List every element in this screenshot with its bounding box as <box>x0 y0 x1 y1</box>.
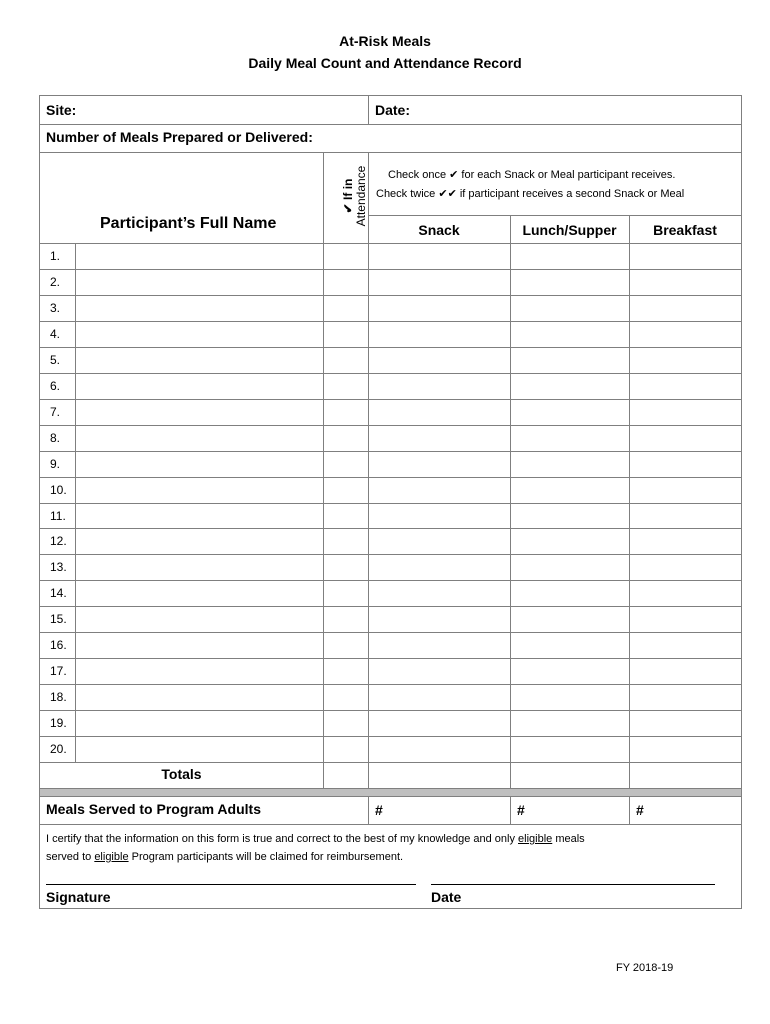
attendance-checkbox[interactable] <box>324 711 367 735</box>
lunch-supper-checkbox[interactable] <box>511 685 628 709</box>
row-number: 18. <box>50 690 67 705</box>
snack-checkbox[interactable] <box>369 581 509 605</box>
participant-name-field[interactable] <box>76 426 322 450</box>
lunch-supper-checkbox[interactable] <box>511 400 628 424</box>
attendance-checkbox[interactable] <box>324 296 367 320</box>
form-title: At-Risk Meals <box>339 33 431 49</box>
row-number: 17. <box>50 664 67 679</box>
breakfast-checkbox[interactable] <box>630 244 740 268</box>
breakfast-checkbox[interactable] <box>630 426 740 450</box>
snack-checkbox[interactable] <box>369 374 509 398</box>
column-breakfast: Breakfast <box>653 222 717 238</box>
meal-count-form <box>39 95 742 909</box>
row-number: 12. <box>50 534 67 549</box>
column-snack: Snack <box>418 222 460 238</box>
breakfast-checkbox[interactable] <box>630 737 740 761</box>
breakfast-checkbox[interactable] <box>630 270 740 294</box>
lunch-supper-checkbox[interactable] <box>511 581 628 605</box>
row-number: 3. <box>50 300 61 315</box>
lunch-supper-checkbox[interactable] <box>511 737 628 761</box>
breakfast-checkbox[interactable] <box>630 452 740 476</box>
meals-prepared-label: Number of Meals Prepared or Delivered: <box>46 129 313 145</box>
row-number: 20. <box>50 742 67 757</box>
attendance-header: ✔ If in Attendance <box>341 165 368 227</box>
snack-checkbox[interactable] <box>369 529 509 553</box>
lunch-supper-checkbox[interactable] <box>511 374 628 398</box>
snack-checkbox[interactable] <box>369 555 509 579</box>
participant-name-field[interactable] <box>76 555 322 579</box>
adults-lunch-hash: # <box>517 802 525 818</box>
snack-checkbox[interactable] <box>369 737 509 761</box>
shaded-separator <box>40 789 741 796</box>
breakfast-checkbox[interactable] <box>630 529 740 553</box>
snack-checkbox[interactable] <box>369 400 509 424</box>
form-subtitle: Daily Meal Count and Attendance Record <box>248 55 522 71</box>
row-number: 5. <box>50 352 61 367</box>
snack-checkbox[interactable] <box>369 322 509 346</box>
lunch-supper-checkbox[interactable] <box>511 348 628 372</box>
date-field[interactable] <box>420 97 738 123</box>
column-lunch-supper: Lunch/Supper <box>522 222 617 238</box>
lunch-supper-checkbox[interactable] <box>511 504 628 528</box>
totals-breakfast-field[interactable] <box>630 763 740 788</box>
lunch-supper-checkbox[interactable] <box>511 555 628 579</box>
attendance-checkbox[interactable] <box>324 737 367 761</box>
breakfast-checkbox[interactable] <box>630 659 740 683</box>
participant-name-field[interactable] <box>76 296 322 320</box>
attendance-checkbox[interactable] <box>324 322 367 346</box>
participant-name-field[interactable] <box>76 685 322 709</box>
row-number: 8. <box>50 430 61 445</box>
snack-checkbox[interactable] <box>369 296 509 320</box>
snack-checkbox[interactable] <box>369 452 509 476</box>
participant-name-field[interactable] <box>76 529 322 553</box>
snack-checkbox[interactable] <box>369 685 509 709</box>
participant-name-field[interactable] <box>76 452 322 476</box>
row-number: 2. <box>50 274 61 289</box>
meals-prepared-field[interactable] <box>350 125 738 151</box>
totals-snack-field[interactable] <box>369 763 509 788</box>
participant-name-field[interactable] <box>76 322 322 346</box>
breakfast-checkbox[interactable] <box>630 685 740 709</box>
participant-name-field[interactable] <box>76 270 322 294</box>
lunch-supper-checkbox[interactable] <box>511 296 628 320</box>
attendance-checkbox[interactable] <box>324 400 367 424</box>
breakfast-checkbox[interactable] <box>630 478 740 502</box>
snack-checkbox[interactable] <box>369 659 509 683</box>
attendance-checkbox[interactable] <box>324 659 367 683</box>
participant-name-field[interactable] <box>76 374 322 398</box>
totals-label: Totals <box>161 766 202 782</box>
attendance-checkbox[interactable] <box>324 607 367 631</box>
snack-checkbox[interactable] <box>369 607 509 631</box>
breakfast-checkbox[interactable] <box>630 607 740 631</box>
participant-name-field[interactable] <box>76 504 322 528</box>
snack-checkbox[interactable] <box>369 504 509 528</box>
site-label: Site: <box>46 102 77 118</box>
snack-checkbox[interactable] <box>369 348 509 372</box>
attendance-checkbox[interactable] <box>324 452 367 476</box>
attendance-checkbox[interactable] <box>324 555 367 579</box>
participant-name-field[interactable] <box>76 400 322 424</box>
lunch-supper-checkbox[interactable] <box>511 270 628 294</box>
breakfast-checkbox[interactable] <box>630 504 740 528</box>
row-number: 19. <box>50 716 67 731</box>
row-number: 10. <box>50 482 67 497</box>
breakfast-checkbox[interactable] <box>630 581 740 605</box>
lunch-supper-checkbox[interactable] <box>511 607 628 631</box>
attendance-checkbox[interactable] <box>324 685 367 709</box>
adults-breakfast-hash: # <box>636 802 644 818</box>
lunch-supper-checkbox[interactable] <box>511 711 628 735</box>
signature-date-label: Date <box>431 889 462 905</box>
attendance-checkbox[interactable] <box>324 529 367 553</box>
totals-lunch-field[interactable] <box>511 763 628 788</box>
row-number: 16. <box>50 638 67 653</box>
snack-checkbox[interactable] <box>369 711 509 735</box>
snack-checkbox[interactable] <box>369 270 509 294</box>
attendance-checkbox[interactable] <box>324 348 367 372</box>
participant-name-field[interactable] <box>76 244 322 268</box>
breakfast-checkbox[interactable] <box>630 400 740 424</box>
participant-name-field[interactable] <box>76 633 322 657</box>
lunch-supper-checkbox[interactable] <box>511 659 628 683</box>
participant-name-field[interactable] <box>76 711 322 735</box>
lunch-supper-checkbox[interactable] <box>511 452 628 476</box>
row-number: 14. <box>50 586 67 601</box>
attendance-checkbox[interactable] <box>324 270 367 294</box>
participant-name-header: Participant’s Full Name <box>100 215 277 232</box>
adults-snack-hash: # <box>375 802 383 818</box>
site-field[interactable] <box>90 97 366 123</box>
participant-name-field[interactable] <box>76 348 322 372</box>
participant-name-field[interactable] <box>76 478 322 502</box>
instruction-line-2: Check twice ✔✔ if participant receives a second Snack or Meal <box>376 188 685 200</box>
snack-checkbox[interactable] <box>369 478 509 502</box>
signature-label: Signature <box>46 889 111 905</box>
breakfast-checkbox[interactable] <box>630 711 740 735</box>
participant-name-field[interactable] <box>76 737 322 761</box>
adults-label: Meals Served to Program Adults <box>46 801 261 817</box>
row-number: 9. <box>50 456 61 471</box>
lunch-supper-checkbox[interactable] <box>511 426 628 450</box>
participant-name-field[interactable] <box>76 581 322 605</box>
snack-checkbox[interactable] <box>369 244 509 268</box>
lunch-supper-checkbox[interactable] <box>511 244 628 268</box>
certification-text: I certify that the information on this form is true and correct to the best of my knowledge and only eligible meals served to eligible Program participants will be claimed for reimbursement. <box>46 833 585 863</box>
signature-line[interactable] <box>46 884 416 885</box>
fiscal-year: FY 2018-19 <box>616 962 674 974</box>
snack-checkbox[interactable] <box>369 426 509 450</box>
breakfast-checkbox[interactable] <box>630 322 740 346</box>
instruction-line-1: Check once ✔ for each Snack or Meal participant receives. <box>388 169 676 181</box>
breakfast-checkbox[interactable] <box>630 374 740 398</box>
lunch-supper-checkbox[interactable] <box>511 529 628 553</box>
attendance-checkbox[interactable] <box>324 504 367 528</box>
lunch-supper-checkbox[interactable] <box>511 478 628 502</box>
breakfast-checkbox[interactable] <box>630 555 740 579</box>
snack-checkbox[interactable] <box>369 633 509 657</box>
row-number: 1. <box>50 249 61 263</box>
row-number: 15. <box>50 612 67 627</box>
attendance-checkbox[interactable] <box>324 244 367 268</box>
breakfast-checkbox[interactable] <box>630 633 740 657</box>
lunch-supper-checkbox[interactable] <box>511 322 628 346</box>
breakfast-checkbox[interactable] <box>630 296 740 320</box>
breakfast-checkbox[interactable] <box>630 348 740 372</box>
attendance-checkbox[interactable] <box>324 478 367 502</box>
attendance-checkbox[interactable] <box>324 581 367 605</box>
attendance-checkbox[interactable] <box>324 426 367 450</box>
signature-date-line[interactable] <box>431 884 715 885</box>
row-number: 11. <box>50 508 66 523</box>
row-number: 13. <box>50 560 67 575</box>
attendance-checkbox[interactable] <box>324 374 367 398</box>
participant-name-field[interactable] <box>76 607 322 631</box>
participant-name-field[interactable] <box>76 659 322 683</box>
row-number: 6. <box>50 378 61 393</box>
row-number: 7. <box>50 404 61 419</box>
date-label: Date: <box>375 102 411 118</box>
row-number: 4. <box>50 326 61 341</box>
attendance-checkbox[interactable] <box>324 633 367 657</box>
lunch-supper-checkbox[interactable] <box>511 633 628 657</box>
